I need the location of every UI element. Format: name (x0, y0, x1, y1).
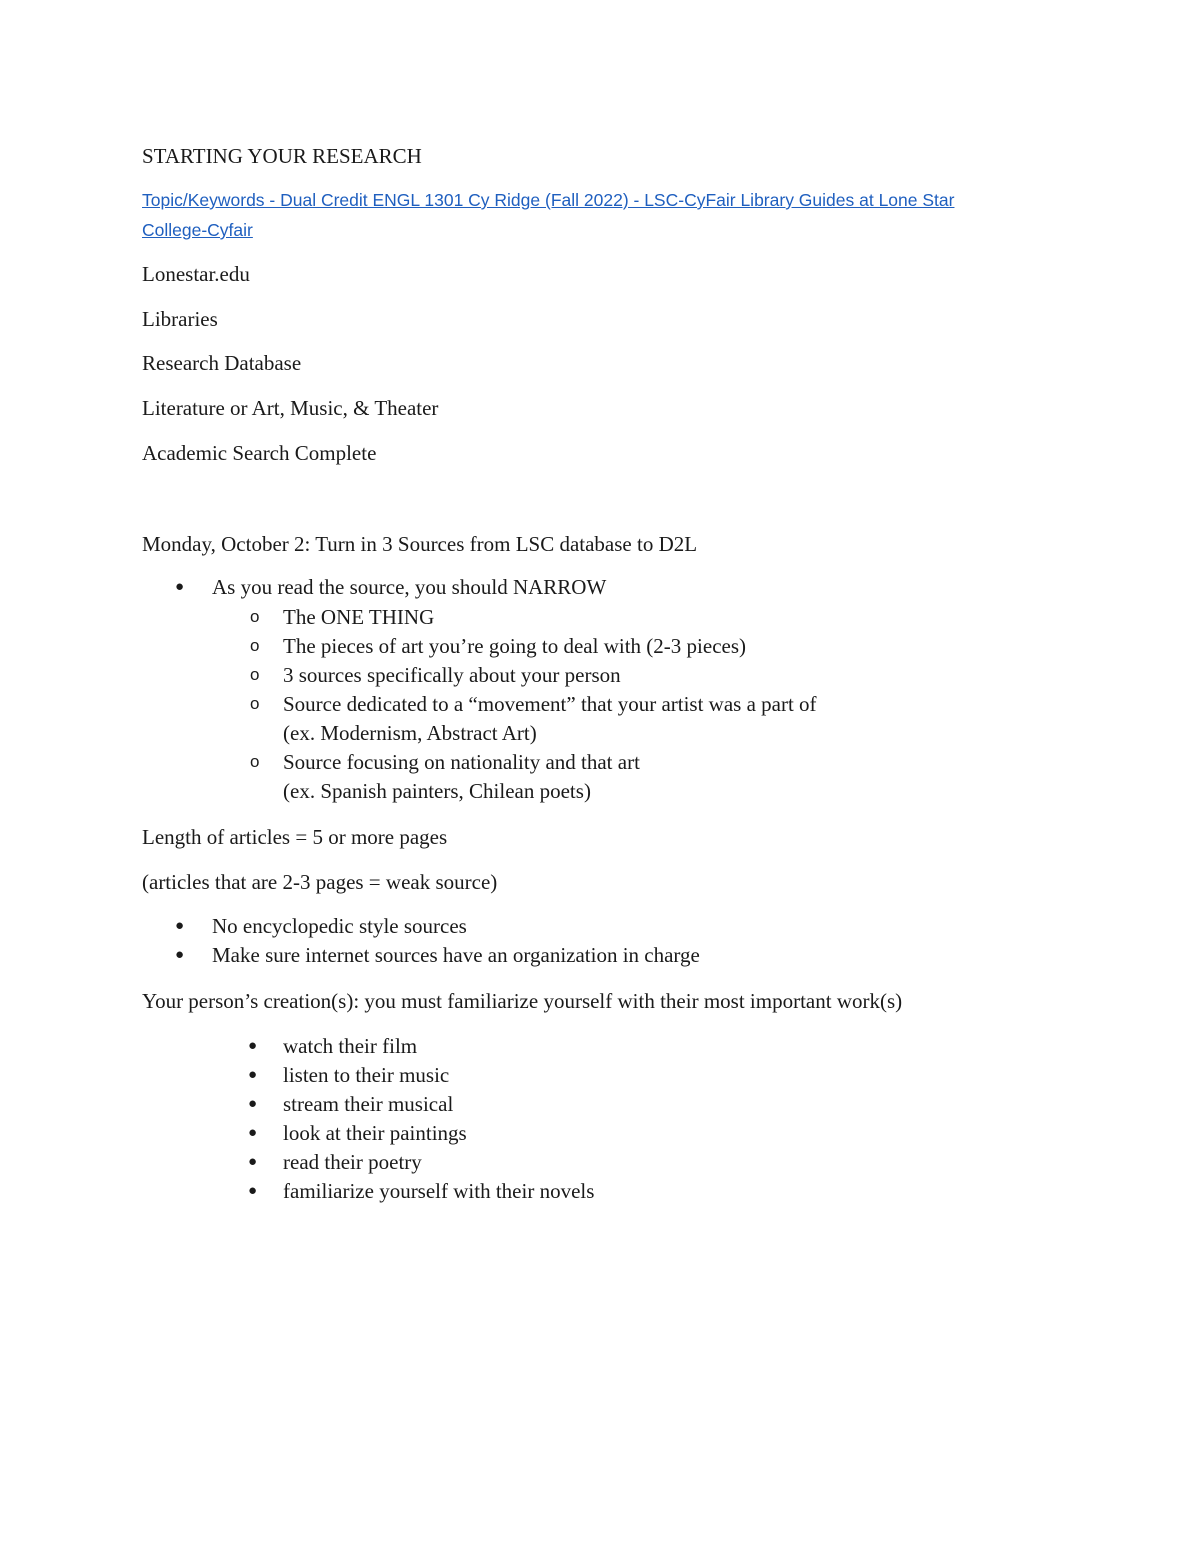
sub-bullet-icon: o (250, 636, 260, 655)
bullet-icon: ● (248, 1096, 258, 1112)
bullet-icon: ● (248, 1038, 258, 1054)
nav-step: Libraries (142, 307, 218, 331)
weak-rule: (articles that are 2-3 pages = weak source) (142, 870, 498, 894)
nav-step: Lonestar.edu (142, 262, 250, 286)
sub-bullet-icon: o (250, 752, 260, 771)
bullet-icon: ● (175, 947, 185, 963)
narrow-lead: As you read the source, you should NARROW (212, 575, 607, 599)
bullet-icon: ● (248, 1183, 258, 1199)
sub-bullet-icon: o (250, 694, 260, 713)
creation-item: listen to their music (283, 1063, 450, 1087)
assignment-line: Monday, October 2: Turn in 3 Sources from LSC database to D2L (142, 532, 698, 556)
narrow-item: Source focusing on nationality and that art (283, 750, 640, 774)
bullet-icon: ● (248, 1154, 258, 1170)
narrow-item: The ONE THING (283, 605, 435, 629)
library-guide-link-text-1[interactable]: Topic/Keywords - Dual Credit ENGL 1301 Cy Ridge (Fall 2022) - LSC-CyFair Library Guides at Lone Star (142, 190, 955, 210)
creation-intro: Your person’s creation(s): you must familiarize yourself with their most important work(s) (142, 989, 903, 1013)
page-heading: STARTING YOUR RESEARCH (142, 144, 422, 168)
bullet-icon: ● (248, 1125, 258, 1141)
creation-item: stream their musical (283, 1092, 454, 1116)
source-rule: No encyclopedic style sources (212, 914, 467, 938)
bullet-icon: ● (175, 579, 185, 595)
creation-item: read their poetry (283, 1150, 422, 1174)
library-guide-link-text-2[interactable]: College-Cyfair (142, 220, 253, 240)
sub-bullet-icon: o (250, 607, 260, 626)
bullet-icon: ● (248, 1067, 258, 1083)
library-guide-link[interactable] (142, 185, 1042, 245)
narrow-item: Source dedicated to a “movement” that your artist was a part of (283, 692, 817, 716)
source-rule: Make sure internet sources have an organization in charge (212, 943, 700, 967)
nav-step: Academic Search Complete (142, 441, 377, 465)
creation-item: watch their film (283, 1034, 418, 1058)
nav-step: Literature or Art, Music, & Theater (142, 396, 439, 420)
narrow-item-example: (ex. Modernism, Abstract Art) (283, 721, 537, 745)
bullet-icon: ● (175, 918, 185, 934)
narrow-item: The pieces of art you’re going to deal with (2-3 pieces) (283, 634, 746, 658)
nav-step: Research Database (142, 351, 302, 375)
creation-item: look at their paintings (283, 1121, 467, 1145)
narrow-item-example: (ex. Spanish painters, Chilean poets) (283, 779, 591, 803)
length-rule: Length of articles = 5 or more pages (142, 825, 448, 849)
sub-bullet-icon: o (250, 665, 260, 684)
creation-item: familiarize yourself with their novels (283, 1179, 595, 1203)
narrow-item: 3 sources specifically about your person (283, 663, 621, 687)
